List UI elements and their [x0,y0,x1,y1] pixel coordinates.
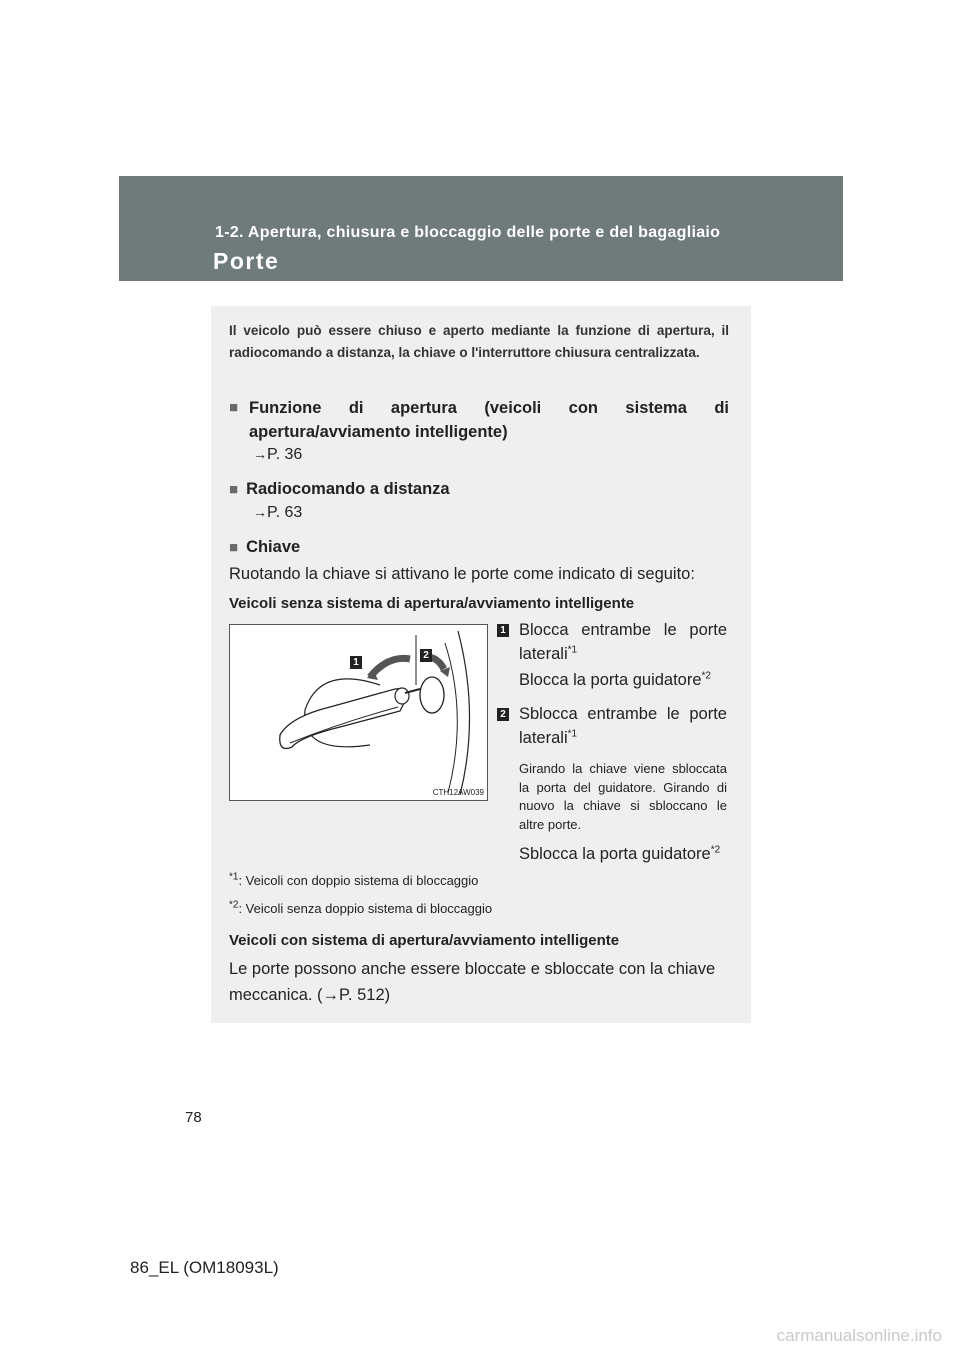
arrow-right-icon: → [322,986,340,1004]
page-ref-text: P. 36 [267,446,303,463]
list-item [497,842,727,866]
door-handle-drawing [230,625,487,800]
footnote-mark: *1 [567,644,578,656]
intro-text: Il veicolo può essere chiuso e aperto mediante la funzione di apertura, il radiocomando a distanza, la chiave o l'interruttore chiusura centralizzata. [229,323,729,360]
heading-text: Chiave [246,538,301,556]
page-ref-link[interactable] [253,504,302,522]
figure-code: CTH12AW039 [432,788,484,797]
chiave-description: Ruotando la chiave si attivano le porte come indicato di seguito: [229,565,695,583]
callout-2: 2 [420,649,432,662]
footnote-mark: *2 [710,844,721,856]
key-door-illustration [229,624,488,801]
lock-both-doors-text: Blocca entrambe le porte laterali [519,621,727,663]
watermark-brand: carmanualsonline.info [776,1326,942,1345]
list-item [497,618,727,692]
subheading-senza-sistema: Veicoli senza sistema di apertura/avviamento intelligente [229,595,635,612]
callout-1: 1 [350,656,362,669]
footnote-1: $^{*1}$: Veicoli con doppio sistema di bloccaggio [229,871,479,888]
page-ref-link[interactable]: (→P. 512) [317,986,391,1004]
page-ref-text: P. 63 [267,504,303,521]
heading-radiocomando [229,477,450,502]
subheading-con-sistema: Veicoli con sistema di apertura/avviamento intelligente [229,932,620,949]
section-header [119,176,843,281]
key-operations-list [497,618,727,866]
content-panel [211,306,751,1023]
list-item [497,702,727,750]
unlock-note: Girando la chiave viene sbloccata la porta del guidatore. Girando di nuovo la chiave si sbloccano le altre porte. [519,761,727,832]
square-bullet-icon: ■ [229,399,239,416]
footnote-mark: *2 [701,670,711,682]
lock-driver-door-text: Blocca la porta guidatore [519,671,702,689]
footnote-2: $^{*2}$: Veicoli senza doppio sistema di bloccaggio [229,899,493,916]
mechanical-key-text: Le porte possono anche essere bloccate e sbloccate con la chiave meccanica. (→P. 512) [229,960,716,1004]
square-bullet-icon: ■ [229,539,239,556]
document-code: 86_EL (OM18093L) [130,1258,279,1277]
heading-chiave [229,535,300,560]
heading-funzione-apertura [229,396,729,444]
square-bullet-icon: ■ [229,481,239,498]
badge-2: 2 [497,708,509,721]
arrow-right-icon: → [253,446,267,462]
arrow-right-icon: → [253,504,267,520]
page-ref-link[interactable] [253,446,302,464]
page-heading: Porte [213,248,280,274]
unlock-both-doors-text: Sblocca entrambe le porte laterali [519,705,727,747]
badge-1: 1 [497,624,509,637]
page-number: 78 [185,1109,202,1126]
unlock-driver-door-text: Sblocca la porta guidatore [519,845,711,863]
section-title: 1-2. Apertura, chiusura e bloccaggio delle porte e del bagagliaio [215,224,721,241]
heading-text: Funzione di apertura (veicoli con sistema di apertura/avviamento intelligente) [249,399,729,441]
heading-text: Radiocomando a distanza [246,480,450,498]
footnote-mark: *1 [567,728,578,740]
